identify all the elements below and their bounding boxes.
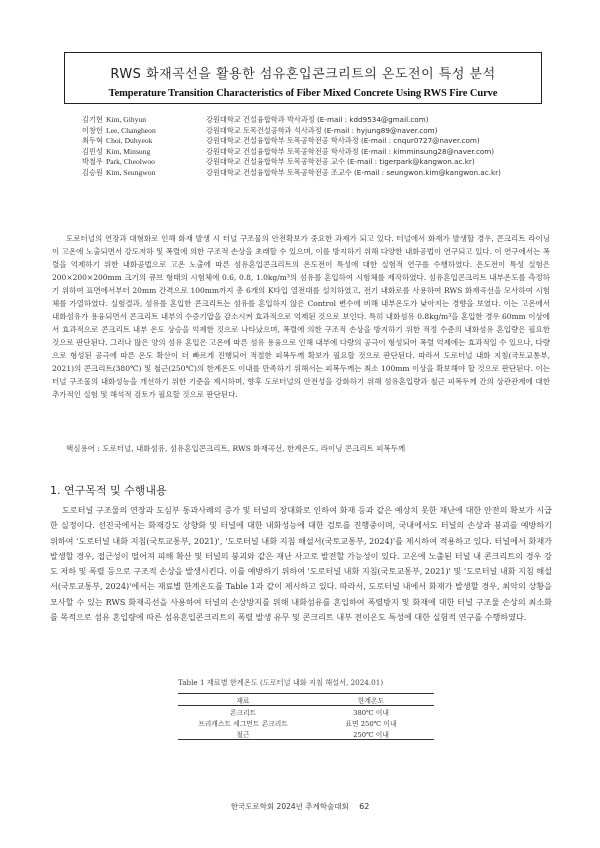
table-row (178, 728, 434, 740)
author-affiliation: 강원대학교 건설융합학부 토목공학전공 학사과정 (E-mail : cnqur0727@naver.com) (206, 136, 480, 146)
table-cell-material: 철근 (236, 730, 250, 739)
keywords-line: 핵심용어 : 도로터널, 내화섬유, 섬유혼입콘크리트, RWS 화재곡선, 한계온도, 라이닝 콘크리트 피복두께 (66, 444, 406, 453)
title-box (64, 52, 542, 104)
table-cell-limit: 380℃ 이내 (353, 708, 389, 717)
table-row (178, 717, 434, 728)
author-name-korean: 김승원 (82, 167, 103, 177)
author-affiliation: 강원대학교 건설융합학부 토목공학전공 교수 (E-mail : tigerpark@kangwon.ac.kr) (206, 157, 475, 167)
table-cell-material: 프리캐스트 세그먼트 콘크리트 (198, 719, 288, 728)
author-name-english: Kim, Seungwon (106, 167, 156, 177)
page-footer (0, 801, 600, 812)
table-cell-limit: 250℃ 이내 (353, 730, 389, 739)
author-name-korean: 김기현 (82, 115, 103, 124)
abstract-paragraph: 도로터널의 연장과 대형화로 인해 화재 발생 시 터널 구조물의 안전확보가 중요한 과제가 되고 있다. 터널에서 화재가 발생할 경우, 콘크리트 라이닝이 고온에 노출되면서 강도저하 및 폭렬에 의한 구조적 손상을 초래할 수 있으며, 이를 방지하기 위해 다양한 내화공법이 연구되고 있다. 이 연구에서는 폭렬을 억제하기 위한 내화공법으로 고온 노출에 따른 섬유혼입콘크리트의 온도전이 특성에 대한 실험적 연구를 수행하였다. 온도전이 특성 실험은 200×200×200mm 크기의 큐브 형태의 시험체에 0.6, 0.8, 1.0kg/m³의 섬유를 혼입하여 시험체를 제작하였다. 섬유혼입콘크리트 내부온도를 측정하기 위하여 표면에서부터 20mm 간격으로 100mm까지 총 6개의 K타입 열전대를 설치하였고, 전기 내화로를 사용하여 RWS 화재곡선을 모사하여 시험체를 가열하였다. 실험결과, 섬유를 혼입한 콘크리트는 섬유를 혼입하지 않은 Control 변수에 비해 내부온도가 낮아지는 경향을 보였다. 이는 고온에서 내화섬유가 용융되면서 콘크리트 내부의 수증기압을 감소시켜 효과적으로 억제된 것으로 보인다. 특히 내화섬유 0.8kg/m³을 혼입한 경우 60mm 이상에서 효과적으로 콘크리트 내부 온도 상승을 억제한 것으로 나타났으며, 폭렬에 의한 구조적 손상을 방지하기 위한 적정 수준의 내화섬유 혼입량은 필요한 것으로 판단된다. 그러나 많은 양의 섬유 혼입은 고온에 따른 섬유 용융으로 인해 내부에 다량의 공극이 형성되어 폭렬 억제에는 효과적일 수 있으나, 다량으로 형성된 공극에 따른 온도 확산이 더 빠르게 진행되어 적절한 피복두께 확보가 필요할 것으로 판단된다. 따라서 도로터널 내화 지침(국토교통부, 2021)의 콘크리트(380℃) 및 철근(250℃)의 한계온도 이내를 만족하기 위해서는 피복두께는 최소 100mm 이상을 확보해야 할 것으로 판단된다. 이는 터널 구조물의 내화성능을 개선하기 위한 기준을 제시하며, 향후 도로터널의 안전성을 강화하기 위해 섬유혼입량과 철근 피복두께 간의 상관관계에 대한 추가적인 실험 및 해석적 검토가 필요할 것으로 판단된다. (52, 234, 550, 399)
author-row (82, 126, 552, 137)
table-cell-limit: 표면 250℃ 이내 (345, 719, 397, 728)
table-header-row (178, 694, 434, 706)
table-caption: Table 1 재료별 한계온도 (도로터널 내화 지침 해설서, 2024.01) (178, 678, 384, 687)
table-header-material: 재료 (236, 696, 250, 705)
section-heading: 1. 연구목적 및 수행내용 (50, 484, 167, 497)
title-english: Temperature Transition Characteristics of Fiber Mixed Concrete Using RWS Fire Curve (108, 88, 498, 99)
author-name-english: Lee, Changheon (106, 125, 156, 135)
section-body: 도로터널 구조물의 연장과 도심부 통과사례의 증가 및 터널의 장대화로 인하여 화재 등과 같은 예상치 못한 재난에 대한 안전의 확보가 시급한 실정이다. 선진국에서는 화재강도 상향화 및 터널에 대한 내화성능에 대한 검토를 진행중이며, 국내에서도 터널의 손상과 붕괴를 예방하기 위하여 '도로터널 내화 지침(국토교통부, 2021)', '도로터널 내화 지침 해설서(국토교통부, 2024)'를 제시하여 적용하고 있다. 터널에서 화재가 발생할 경우, 접근성이 떨어져 피해 확산 및 터널의 붕괴와 같은 재난 사고로 발전할 가능성이 있다. 고온에 노출된 터널 내 콘크리트의 경우 강도 저하 및 폭렬 등으로 구조적 손상을 발생시킨다. 이를 예방하기 위하여 '도로터널 내화 지침(국토교통부, 2021)' 및 '도로터널 내화 지침 해설서(국토교통부, 2024)'에서는 재료별 한계온도를 Table 1과 같이 제시하고 있다. 따라서, 도로터널 내에서 화재가 발생할 경우, 최악의 상황을 모사할 수 있는 RWS 화재곡선을 사용하여 터널의 손상방지를 위해 내화섬유를 혼입하여 폭렬방지 및 화재에 대한 터널 구조물 손상의 최소화를 목적으로 섬유 혼입량에 따른 섬유혼입콘크리트의 폭렬 발생 유무 및 콘크리트 내부 전이온도 특성에 대한 실험적 연구를 수행하였다. (50, 505, 553, 623)
author-affiliation: 강원대학교 건설융합학부 토목공학전공 학사과정 (E-mail : kimminsung28@naver.com) (206, 146, 495, 156)
author-row (82, 136, 552, 147)
author-name-english: Choi, Duhyeok (106, 136, 153, 146)
author-name-korean: 최두혁 (82, 136, 103, 146)
author-row (82, 157, 552, 168)
author-name-english: Kim, Gihyun (106, 115, 147, 124)
table-row (178, 706, 434, 718)
footer-conference: 한국도로학회 2024년 추계학술대회 (230, 802, 349, 811)
author-affiliation: 강원대학교 건설융합학부 토목공학전공 조교수 (E-mail : seungwon.kim@kangwon.ac.kr) (206, 167, 501, 177)
author-affiliation: 강원대학교 건설융합학과 박사과정 (E-mail : kdd9534@gmail.com) (206, 115, 429, 124)
author-affiliation: 강원대학교 토목건설공학과 석사과정 (E-mail : hyjung89@naver.com) (206, 125, 438, 135)
author-name-korean: 김민성 (82, 146, 103, 156)
author-row (82, 147, 552, 158)
table-header-limit-temperature: 한계온도 (357, 696, 385, 705)
title-korean: RWS 화재곡선을 활용한 섬유혼입콘크리트의 온도전이 특성 분석 (110, 67, 496, 82)
author-row (82, 115, 552, 126)
limit-temperature-table (178, 693, 434, 740)
author-list (82, 115, 552, 179)
table-cell-material: 콘크리트 (229, 708, 257, 717)
author-name-korean: 이창헌 (82, 125, 103, 135)
author-name-english: Kim, Minsung (106, 146, 151, 156)
author-name-korean: 박철우 (82, 157, 103, 167)
author-name-english: Park, Cheolwoo (106, 157, 155, 167)
author-row (82, 168, 552, 179)
page-number: 62 (359, 802, 370, 811)
